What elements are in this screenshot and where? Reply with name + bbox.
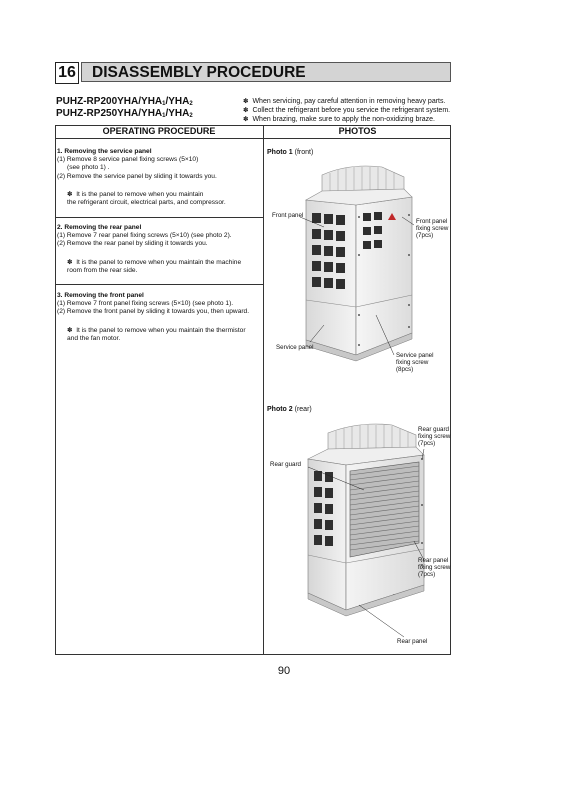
model-line-1: PUHZ-$RP200YHA/YHA_1/YHA_2$ bbox=[56, 96, 193, 107]
section-number: 16 bbox=[55, 62, 79, 84]
photo-2-title: Photo 2 (rear) bbox=[267, 406, 312, 413]
label-rear-panel: Rear panel bbox=[397, 638, 428, 645]
label-front-panel: Front panel bbox=[272, 212, 304, 219]
column-header-photos: PHOTOS bbox=[338, 126, 377, 136]
step-divider-2 bbox=[55, 284, 263, 285]
label-service-panel: Service panel bbox=[276, 344, 314, 351]
label-front-panel-fixing-screw: Front panel fixing screw (7pcs) bbox=[416, 218, 449, 239]
step-removing-rear-panel: 2. Removing the rear panel (1) Remove 7 rear panel fixing screws (5×10) (see photo 2). (2) Remove the rear panel by sliding it towards you. ✽ It is the panel to remove when you maintain the machine room from the rear side. bbox=[57, 224, 242, 274]
label-rear-panel-fixing-screw: Rear panel fixing screw (7pcs) bbox=[418, 557, 451, 578]
step-removing-front-panel: 3. Removing the front panel (1) Remove 7 front panel fixing screws (5×10) (see photo 1). (2) Remove the front panel by sliding it towards you, then upward. ✽ It is the panel to remove when you maintain the thermistor and the fan motor. bbox=[57, 292, 250, 342]
label-service-panel-fixing-screw: Service panel fixing screw (8pcs) bbox=[396, 352, 434, 373]
column-header-procedure: OPERATING PROCEDURE bbox=[102, 126, 216, 136]
label-rear-guard-fixing-screw: Rear guard fixing screw (7pcs) bbox=[418, 426, 451, 447]
caution-note-3: ✽ When brazing, make sure to apply the non-oxidizing braze. bbox=[243, 116, 435, 123]
page-number: 90 bbox=[277, 665, 291, 677]
section-title: DISASSEMBLY PROCEDURE bbox=[81, 62, 451, 82]
caution-note-1: ✽ When servicing, pay careful attention in removing heavy parts. bbox=[243, 98, 446, 105]
photo-2-rear-unit-image bbox=[264, 415, 450, 653]
photo-1-title: Photo 1 (front) bbox=[267, 149, 314, 156]
step-divider-1 bbox=[55, 217, 263, 218]
caution-note-2: ✽ Collect the refrigerant before you service the refrigerant system. bbox=[243, 107, 451, 114]
label-rear-guard: Rear guard bbox=[270, 461, 301, 468]
model-line-2: PUHZ-$RP250YHA/YHA_1/YHA_2$ bbox=[56, 108, 193, 119]
step-removing-service-panel: 1. Removing the service panel (1) Remove 8 service panel fixing screws (5×10) (see photo 1) . (2) Remove the service panel by sliding it towards you. ✽ It is the panel to remove when you maintain the refrigerant circuit, electrical parts, and compressor. bbox=[57, 148, 226, 207]
table-header-divider bbox=[55, 138, 451, 139]
